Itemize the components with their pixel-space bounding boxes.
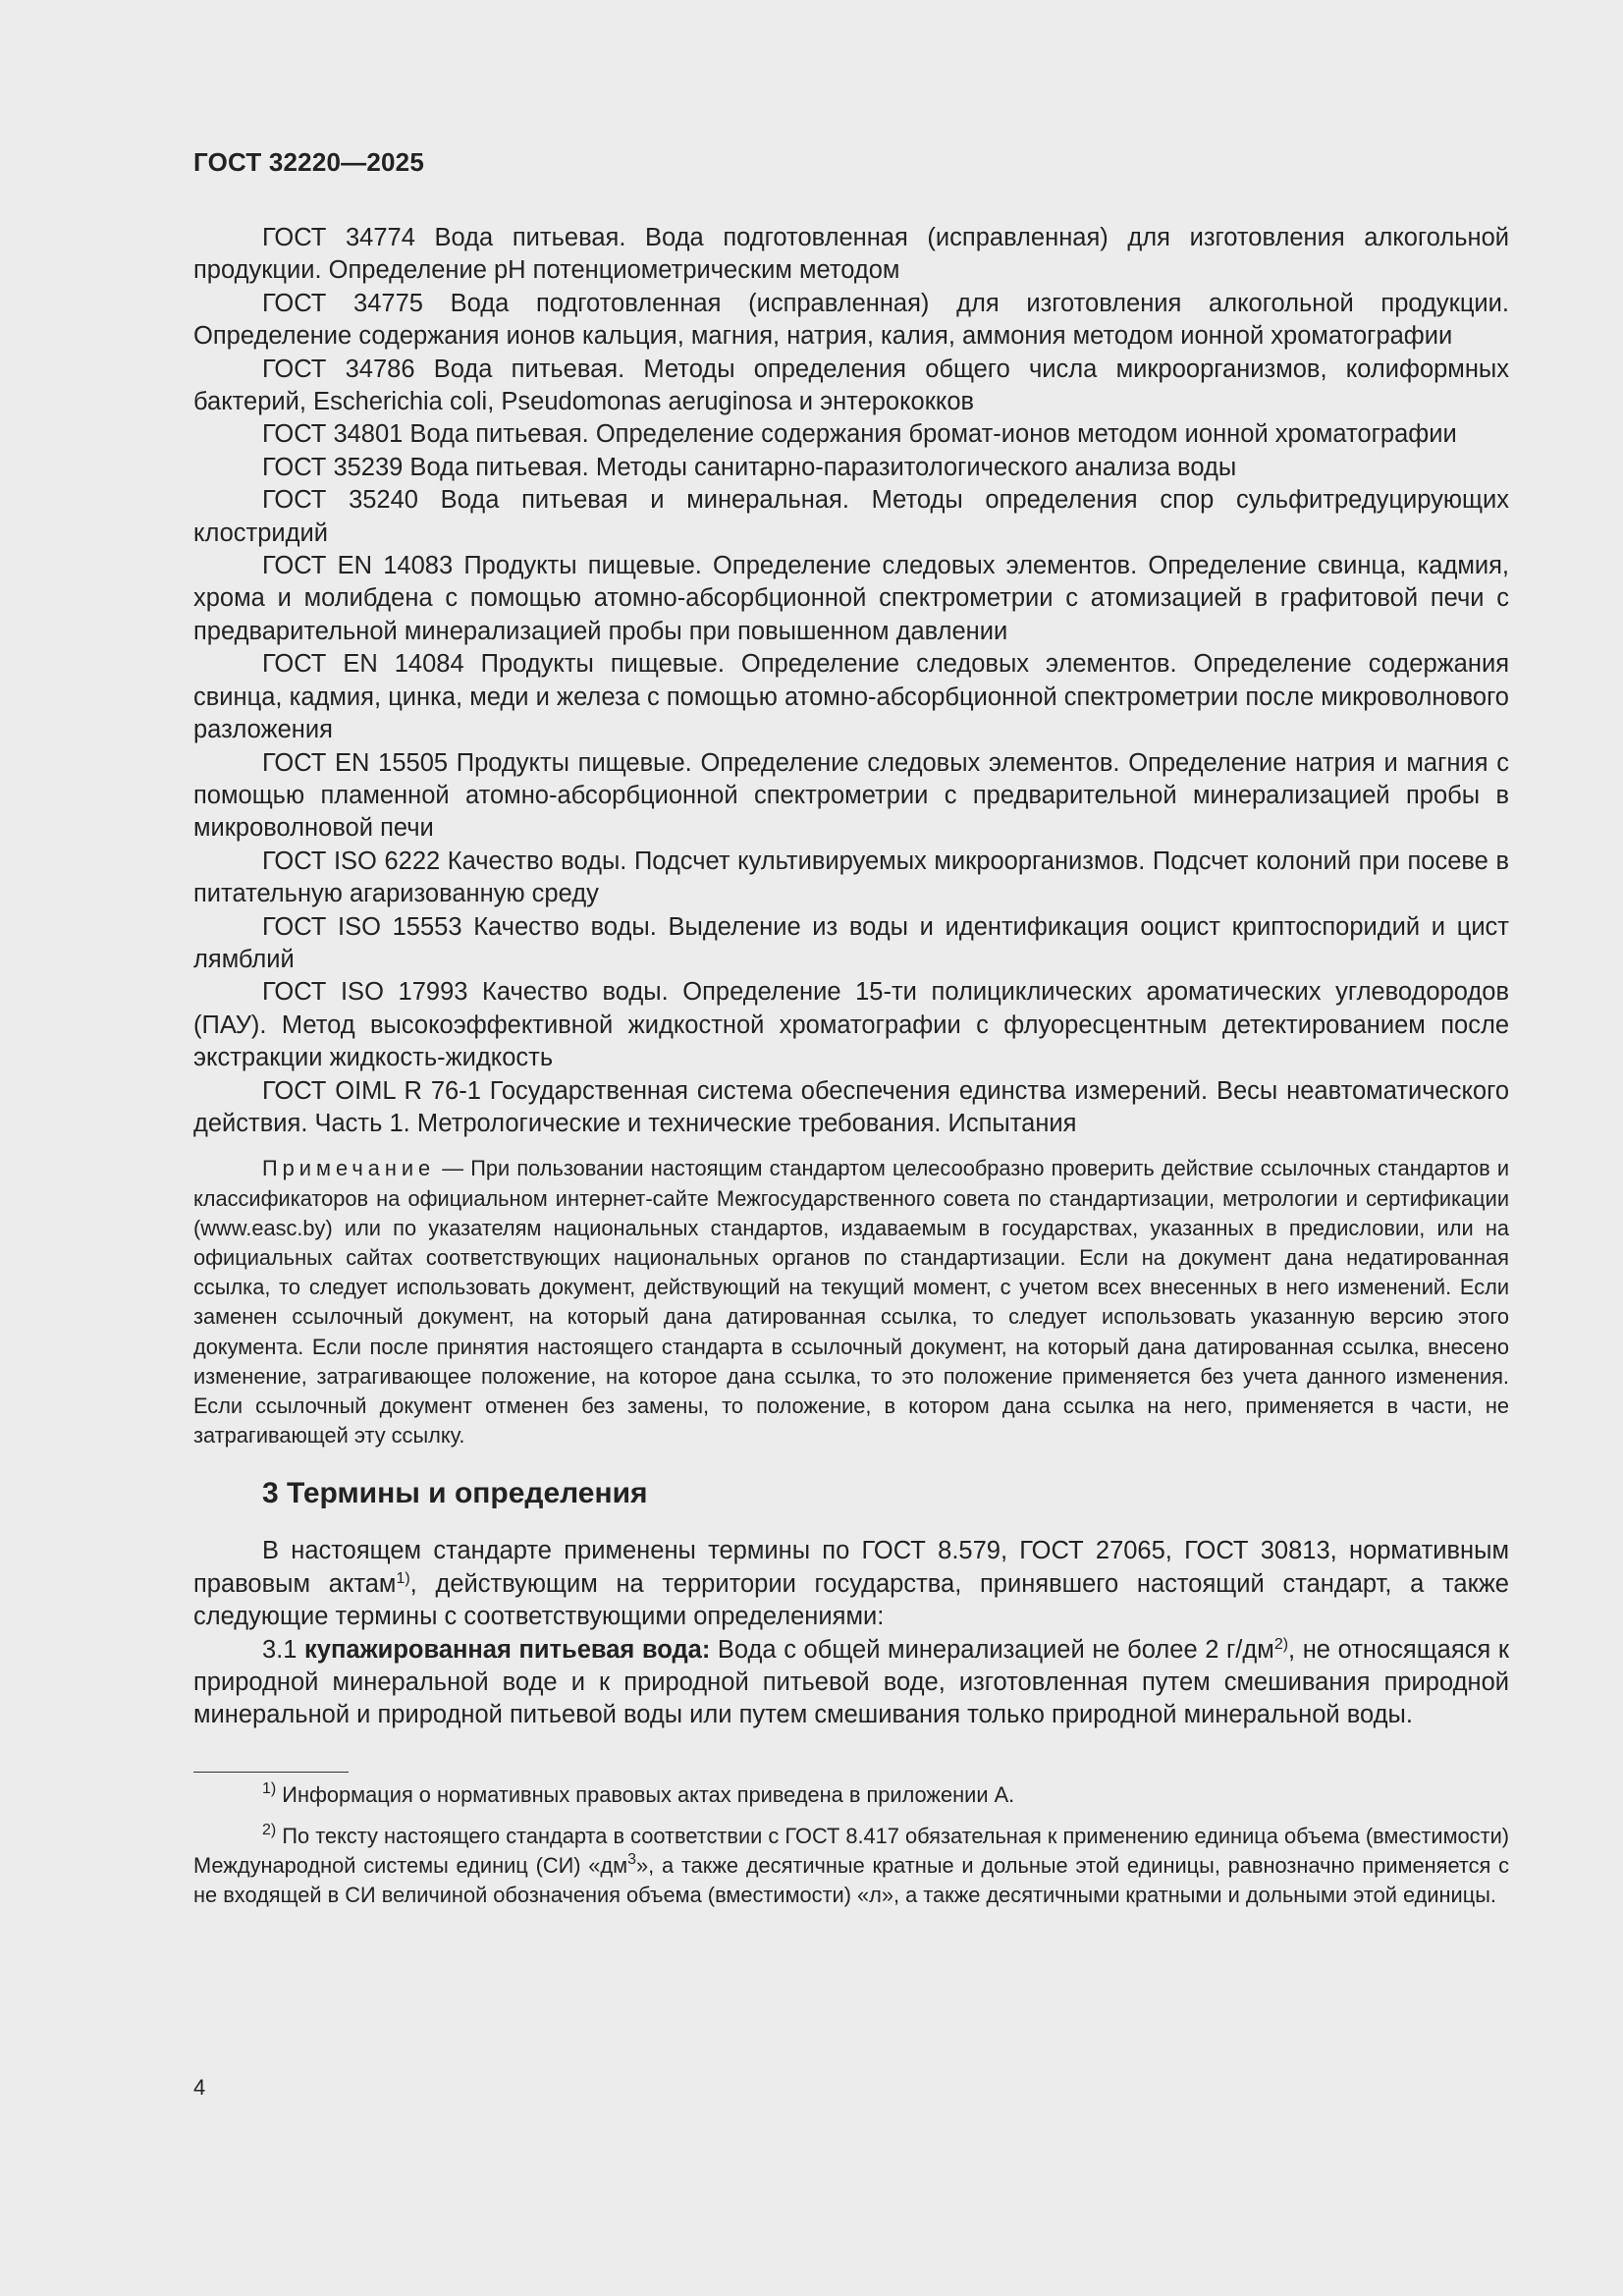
footnote-text: Информация о нормативных правовых актах приведена в приложении А. <box>276 1781 1015 1807</box>
footnote-divider <box>193 1772 349 1773</box>
footnote-marker: 1) <box>262 1779 277 1797</box>
reference-item: ГОСТ OIML R 76-1 Государственная система обеспечения единства измерений. Весы неавтоматического действия. Часть 1. Метрологические и технические требования. Испытания <box>193 1076 1509 1137</box>
reference-item: ГОСТ EN 15505 Продукты пищевые. Определение следовых элементов. Определение натрия и магния с помощью пламенной атомно-абсорбционной спектрометрии с предварительной минерализацией пробы в микроволновой печи <box>193 748 1509 843</box>
footnote-ref[interactable]: 2) <box>1273 1635 1289 1653</box>
reference-item: ГОСТ 34775 Вода подготовленная (исправленная) для изготовления алкогольной продукции. Определение содержания ионов кальция, магния, натрия, калия, аммония методом ионной хроматографии <box>193 289 1509 351</box>
document-header: ГОСТ 32220—2025 <box>193 147 424 177</box>
reference-item: ГОСТ ISO 6222 Качество воды. Подсчет культивируемых микроорганизмов. Подсчет колоний при посеве в питательную агаризованную среду <box>193 847 1509 908</box>
reference-item: ГОСТ 35239 Вода питьевая. Методы санитарно-паразитологического анализа воды <box>262 453 1237 481</box>
term-definition <box>193 1634 1509 1732</box>
footnote-marker: 2) <box>262 1822 277 1839</box>
term-definition-text: Вода с общей минерализацией не более 2 г/дм <box>710 1635 1274 1664</box>
reference-item: ГОСТ 34774 Вода питьевая. Вода подготовленная (исправленная) для изготовления алкогольной продукции. Определение pH потенциометрическим методом <box>193 224 1509 285</box>
section-title: 3 Термины и определения <box>262 1477 648 1510</box>
note-text: — При пользовании настоящим стандартом целесообразно проверить действие ссылочных стандартов и классификаторов на официальном интернет-сайте Межгосударственного совета по стандартизации, метрологии и сертификации (www.easc.by) или по указателям национальных стандартов, издаваемым в государствах, указанных в предисловии, или на официальных сайтах соответствующих национальных органов по стандартизации. Если на документ дана недатированная ссылка, то следует использовать документ, действующий на текущий момент, с учетом всех внесенных в него изменений. Если заменен ссылочный документ, на который дана датированная ссылка, то следует использовать указанную версию этого документа. Если после принятия настоящего стандарта в ссылочный документ, на который дана датированная ссылка, внесено изменение, затрагивающее положение, на которое дана ссылка, то это положение применяется без учета данного изменения. Если ссылочный документ отменен без замены, то положение, в котором дана ссылка на него, применяется в части, не затрагивающей эту ссылку. <box>193 1156 1509 1449</box>
footnote-ref[interactable]: 1) <box>396 1569 410 1587</box>
term-definition-text-continued: , не относящаяся к природной минеральной воде и к природной питьевой воде, изготовленная путем смешивания природной минеральной и природной питьевой воды или путем смешивания только природной минеральной воды. <box>193 1635 1509 1729</box>
footnote-text-continued: », а также десятичные кратные и дольные этой единицы, равнозначно применяется с не входящей в СИ величиной обозначения объема (вместимости) «л», а также десятичными кратными и дольными этой единицы. <box>193 1853 1509 1908</box>
page-content <box>193 222 1509 1911</box>
note-label: Примечание <box>262 1156 436 1181</box>
footnote-1 <box>193 1780 1509 1810</box>
term-name: купажированная питьевая вода: <box>304 1635 711 1664</box>
reference-item: ГОСТ ISO 15553 Качество воды. Выделение из воды и идентификация ооцист криптоспоридий и цист лямблий <box>193 912 1509 973</box>
note-paragraph <box>193 1154 1509 1450</box>
section-intro <box>193 1535 1509 1633</box>
intro-text-continued: , действующим на территории государства, принявшего настоящий стандарт, а также следующие термины с соответствующими определениями: <box>193 1569 1509 1631</box>
footnote-2 <box>193 1822 1509 1911</box>
reference-item: ГОСТ 34801 Вода питьевая. Определение содержания бромат-ионов методом ионной хроматографии <box>262 420 1457 449</box>
reference-item: ГОСТ ISO 17993 Качество воды. Определение 15-ти полициклических ароматических углеводородов (ПАУ). Метод высокоэффективной жидкостной хроматографии с флуоресцентным детектированием после экстракции жидкость-жидкость <box>193 978 1509 1072</box>
reference-item: ГОСТ EN 14083 Продукты пищевые. Определение следовых элементов. Определение свинца, кадмия, хрома и молибдена с помощью атомно-абсорбционной спектрометрии с атомизацией в графитовой печи с предварительной минерализацией пробы при повышенном давлении <box>193 552 1509 645</box>
term-number: 3.1 <box>262 1635 305 1664</box>
intro-text: В настоящем стандарте применены термины по ГОСТ 8.579, ГОСТ 27065, ГОСТ 30813, нормативным правовым актам <box>193 1537 1509 1598</box>
footnote-text: По тексту настоящего стандарта в соответствии с ГОСТ 8.417 обязательная к применению единица объема (вместимости) Международной системы единиц (СИ) «дм <box>193 1824 1509 1879</box>
reference-item: ГОСТ 34786 Вода питьевая. Методы определения общего числа микроорганизмов, колиформных бактерий, Escherichia coli, Pseudomonas aeruginosa и энтерококков <box>193 355 1509 416</box>
superscript: 3 <box>627 1851 637 1869</box>
reference-item: ГОСТ EN 14084 Продукты пищевые. Определение следовых элементов. Определение содержания свинца, кадмия, цинка, меди и железа с помощью атомно-абсорбционной спектрометрии после микроволнового разложения <box>193 650 1509 744</box>
page-number: 4 <box>193 2075 206 2100</box>
reference-item: ГОСТ 35240 Вода питьевая и минеральная. Методы определения спор сульфитредуцирующих клостридий <box>193 486 1509 547</box>
reference-list <box>193 222 1509 1140</box>
